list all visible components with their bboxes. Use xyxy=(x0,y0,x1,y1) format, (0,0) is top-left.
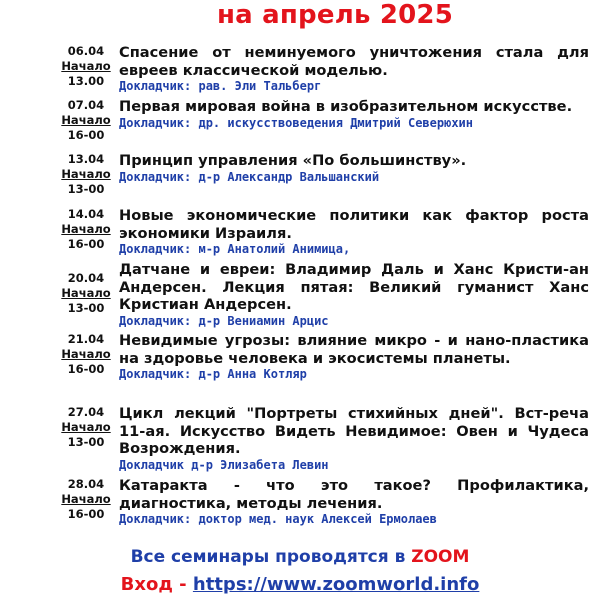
lecture-schedule xyxy=(58,405,114,450)
zoom-platform: ZOOM xyxy=(411,547,470,567)
lecture-body xyxy=(119,44,589,94)
login-label: Вход - xyxy=(120,574,187,595)
lecture-title: Спасение от неминуемого уничтожения стала для евреев классической моделью. xyxy=(119,44,589,79)
lecture-speaker: Докладчик: д-р Анна Котляр xyxy=(119,367,307,381)
lecture-speaker: Докладчик: д-р Вениамин Арцис xyxy=(119,313,329,328)
lecture-title: Датчане и евреи: Владимир Даль и Ханс Кристи-ан Андерсен. Лекция пятая: Великий гуманист Ханс Кристиан Андерсен. xyxy=(119,261,589,313)
lecture-body xyxy=(119,332,589,382)
login-line xyxy=(0,574,600,596)
lecture-speaker: Докладчик: д-р Александр Вальшанский xyxy=(119,169,380,184)
lecture-start-label: Начало xyxy=(61,347,111,361)
lecture-speaker: Докладчик: рав. Эли Тальберг xyxy=(119,79,322,93)
lecture-date: 21.04 xyxy=(67,332,105,346)
lecture-start-label: Начало xyxy=(61,59,111,73)
lecture-title: Новые экономические политики как фактор роста экономики Израиля. xyxy=(119,207,589,242)
lecture-speaker: Докладчик: м-р Анатолий Анимица, xyxy=(119,242,351,256)
lecture-time: 13-00 xyxy=(67,182,105,196)
lecture-schedule xyxy=(58,271,114,316)
zoom-note xyxy=(0,546,600,568)
lecture-body xyxy=(119,152,589,185)
lecture-schedule xyxy=(58,207,114,252)
lecture-time: 16-00 xyxy=(67,128,105,142)
lecture-date: 27.04 xyxy=(67,405,105,419)
lecture-schedule xyxy=(58,152,114,197)
lecture-date: 20.04 xyxy=(67,271,105,285)
lecture-schedule xyxy=(58,477,114,522)
lecture-time: 16-00 xyxy=(67,237,105,251)
lecture-title: Цикл лекций "Портреты стихийных дней". Вст-реча 11-ая. Искусство Видеть Невидимое: Овен и Чудеса Возрождения. xyxy=(119,405,589,457)
lecture-date: 07.04 xyxy=(67,98,105,112)
lecture-time: 16-00 xyxy=(67,362,105,376)
lecture-start-label: Начало xyxy=(61,167,111,181)
lecture-body xyxy=(119,207,589,257)
lecture-start-label: Начало xyxy=(61,286,111,300)
lecture-speaker: Докладчик д-р Элизабета Левин xyxy=(119,457,329,472)
lecture-speaker: Докладчик: др. искусствоведения Дмитрий Северюхин xyxy=(119,115,474,130)
lecture-body xyxy=(119,405,589,473)
lecture-title: Принцип управления «По большинству». xyxy=(119,152,467,169)
lecture-start-label: Начало xyxy=(61,222,111,236)
zoomworld-link[interactable]: https://www.zoomworld.info xyxy=(192,574,480,595)
lecture-title: Катаракта - что это такое? Профилактика, диагностика, методы лечения. xyxy=(119,477,589,512)
lecture-title: Первая мировая война в изобразительном искусстве. xyxy=(119,98,573,115)
lecture-date: 28.04 xyxy=(67,477,105,491)
page-title: на апрель 2025 xyxy=(216,0,453,30)
lecture-title: Невидимые угрозы: влияние микро - и нано-пластика на здоровье человека и экосистемы планеты. xyxy=(119,332,589,367)
lecture-speaker: Докладчик: доктор мед. наук Алексей Ермолаев xyxy=(119,512,437,526)
lecture-body xyxy=(119,98,589,131)
zoom-note-text: Все семинары проводятся в xyxy=(130,547,406,567)
lecture-schedule xyxy=(58,98,114,143)
lecture-schedule xyxy=(58,44,114,89)
lecture-date: 06.04 xyxy=(67,44,105,58)
lecture-body xyxy=(119,261,589,329)
lecture-time: 13-00 xyxy=(67,435,105,449)
lecture-time: 13-00 xyxy=(67,301,105,315)
lecture-start-label: Начало xyxy=(61,113,111,127)
lecture-time: 16-00 xyxy=(67,507,105,521)
lecture-start-label: Начало xyxy=(61,420,111,434)
lecture-schedule xyxy=(58,332,114,377)
lecture-body xyxy=(119,477,589,527)
lecture-time: 13.00 xyxy=(67,74,105,88)
lecture-start-label: Начало xyxy=(61,492,111,506)
lecture-date: 14.04 xyxy=(67,207,105,221)
lecture-date: 13.04 xyxy=(67,152,105,166)
